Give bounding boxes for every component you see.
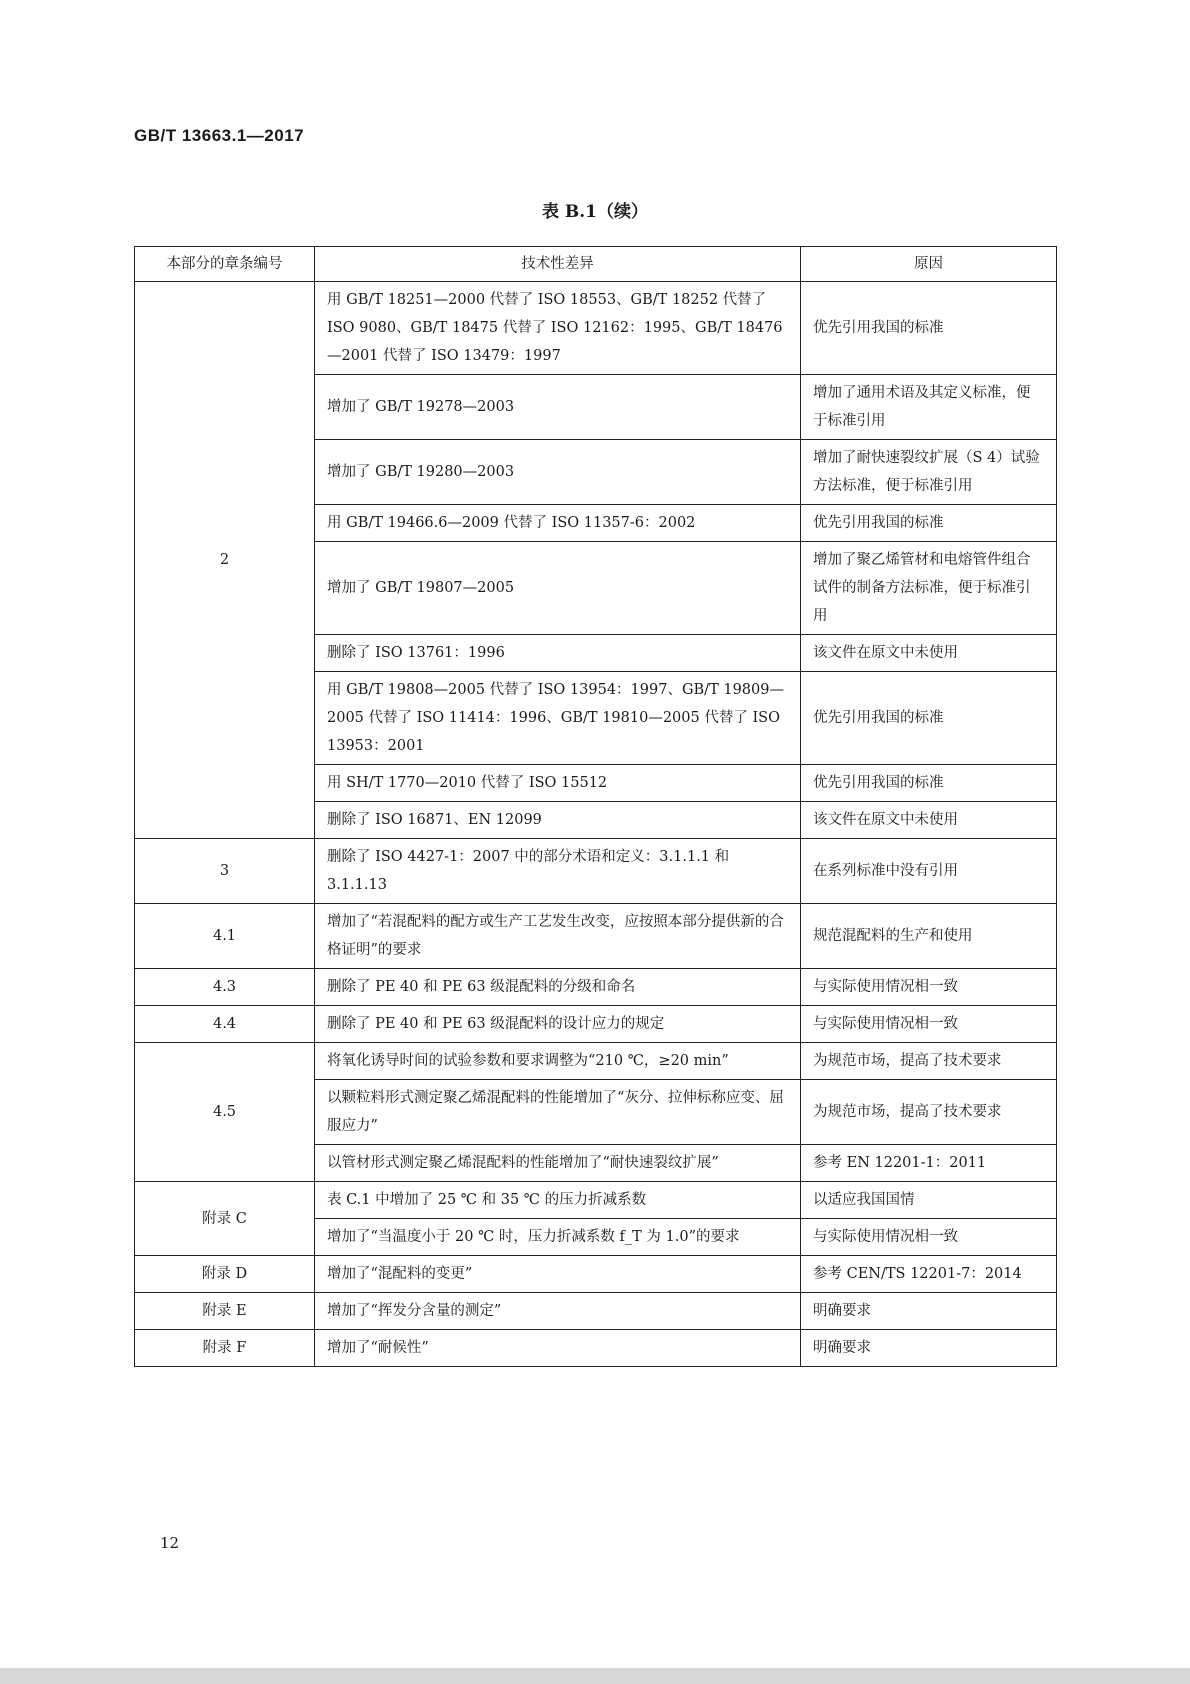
difference-cell: 用 GB/T 19808—2005 代替了 ISO 13954：1997、GB/T 19809—2005 代替了 ISO 11414：1996、GB/T 19810—2005 代替了 ISO 13953：2001: [315, 672, 801, 765]
standard-code: GB/T 13663.1—2017: [134, 126, 305, 145]
clause-cell: 4.3: [135, 969, 315, 1006]
clause-cell: 2: [135, 282, 315, 839]
reason-cell: 与实际使用情况相一致: [801, 1006, 1057, 1043]
difference-cell: 增加了“当温度小于 20 ℃ 时，压力折减系数 f_T 为 1.0”的要求: [315, 1219, 801, 1256]
difference-cell: 增加了“混配料的变更”: [315, 1256, 801, 1293]
table-row: [135, 969, 1057, 1006]
difference-cell: 增加了 GB/T 19280—2003: [315, 440, 801, 505]
reason-cell: 为规范市场，提高了技术要求: [801, 1080, 1057, 1145]
clause-cell: 4.5: [135, 1043, 315, 1182]
clause-cell: 附录 D: [135, 1256, 315, 1293]
difference-cell: 删除了 PE 40 和 PE 63 级混配料的设计应力的规定: [315, 1006, 801, 1043]
reason-cell: 规范混配料的生产和使用: [801, 904, 1057, 969]
difference-cell: 用 SH/T 1770—2010 代替了 ISO 15512: [315, 765, 801, 802]
reason-cell: 优先引用我国的标准: [801, 672, 1057, 765]
table-row: [135, 1293, 1057, 1330]
reason-cell: 优先引用我国的标准: [801, 505, 1057, 542]
table-row: [135, 904, 1057, 969]
reason-cell: 增加了耐快速裂纹扩展（S 4）试验方法标准，便于标准引用: [801, 440, 1057, 505]
technical-differences-table: [134, 246, 1057, 1367]
difference-cell: 用 GB/T 19466.6—2009 代替了 ISO 11357-6：2002: [315, 505, 801, 542]
difference-cell: 增加了 GB/T 19278—2003: [315, 375, 801, 440]
reason-cell: 与实际使用情况相一致: [801, 1219, 1057, 1256]
table-row: [135, 839, 1057, 904]
reason-cell: 增加了通用术语及其定义标准，便于标准引用: [801, 375, 1057, 440]
clause-cell: 4.1: [135, 904, 315, 969]
difference-cell: 将氧化诱导时间的试验参数和要求调整为“210 ℃，≥20 min”: [315, 1043, 801, 1080]
reason-cell: 以适应我国国情: [801, 1182, 1057, 1219]
reason-cell: 优先引用我国的标准: [801, 765, 1057, 802]
reason-cell: 优先引用我国的标准: [801, 282, 1057, 375]
reason-cell: 为规范市场，提高了技术要求: [801, 1043, 1057, 1080]
difference-cell: 以管材形式测定聚乙烯混配料的性能增加了“耐快速裂纹扩展”: [315, 1145, 801, 1182]
difference-cell: 增加了 GB/T 19807—2005: [315, 542, 801, 635]
page-number: 12: [160, 1534, 180, 1552]
clause-cell: 附录 C: [135, 1182, 315, 1256]
reason-cell: 该文件在原文中未使用: [801, 802, 1057, 839]
difference-cell: 删除了 ISO 13761：1996: [315, 635, 801, 672]
difference-cell: 增加了“若混配料的配方或生产工艺发生改变，应按照本部分提供新的合格证明”的要求: [315, 904, 801, 969]
column-header-difference: 技术性差异: [315, 247, 801, 282]
table-header-row: [135, 247, 1057, 282]
difference-cell: 删除了 PE 40 和 PE 63 级混配料的分级和命名: [315, 969, 801, 1006]
clause-cell: 附录 E: [135, 1293, 315, 1330]
difference-cell: 删除了 ISO 4427-1：2007 中的部分术语和定义：3.1.1.1 和 3.1.1.13: [315, 839, 801, 904]
reason-cell: 与实际使用情况相一致: [801, 969, 1057, 1006]
table-row: [135, 1330, 1057, 1367]
table-row: [135, 1256, 1057, 1293]
difference-cell: 删除了 ISO 16871、EN 12099: [315, 802, 801, 839]
difference-cell: 用 GB/T 18251—2000 代替了 ISO 18553、GB/T 18252 代替了 ISO 9080、GB/T 18475 代替了 ISO 12162：1995、GB/T 18476—2001 代替了 ISO 13479：1997: [315, 282, 801, 375]
difference-cell: 增加了“挥发分含量的测定”: [315, 1293, 801, 1330]
difference-cell: 表 C.1 中增加了 25 ℃ 和 35 ℃ 的压力折减系数: [315, 1182, 801, 1219]
table-row: [135, 1006, 1057, 1043]
reason-cell: 参考 EN 12201-1：2011: [801, 1145, 1057, 1182]
reason-cell: 明确要求: [801, 1330, 1057, 1367]
reason-cell: 增加了聚乙烯管材和电熔管件组合试件的制备方法标准，便于标准引用: [801, 542, 1057, 635]
table-row: [135, 1182, 1057, 1219]
column-header-clause: 本部分的章条编号: [135, 247, 315, 282]
table-row: [135, 282, 1057, 375]
clause-cell: 4.4: [135, 1006, 315, 1043]
reason-cell: 该文件在原文中未使用: [801, 635, 1057, 672]
difference-cell: 以颗粒料形式测定聚乙烯混配料的性能增加了“灰分、拉伸标称应变、屈服应力”: [315, 1080, 801, 1145]
clause-cell: 3: [135, 839, 315, 904]
reason-cell: 在系列标准中没有引用: [801, 839, 1057, 904]
clause-cell: 附录 F: [135, 1330, 315, 1367]
reason-cell: 明确要求: [801, 1293, 1057, 1330]
table-row: [135, 1043, 1057, 1080]
table-caption: 表 B.1（续）: [541, 202, 649, 222]
reason-cell: 参考 CEN/TS 12201-7：2014: [801, 1256, 1057, 1293]
difference-cell: 增加了“耐候性”: [315, 1330, 801, 1367]
page-bottom-band: [0, 1668, 1190, 1684]
column-header-reason: 原因: [801, 247, 1057, 282]
